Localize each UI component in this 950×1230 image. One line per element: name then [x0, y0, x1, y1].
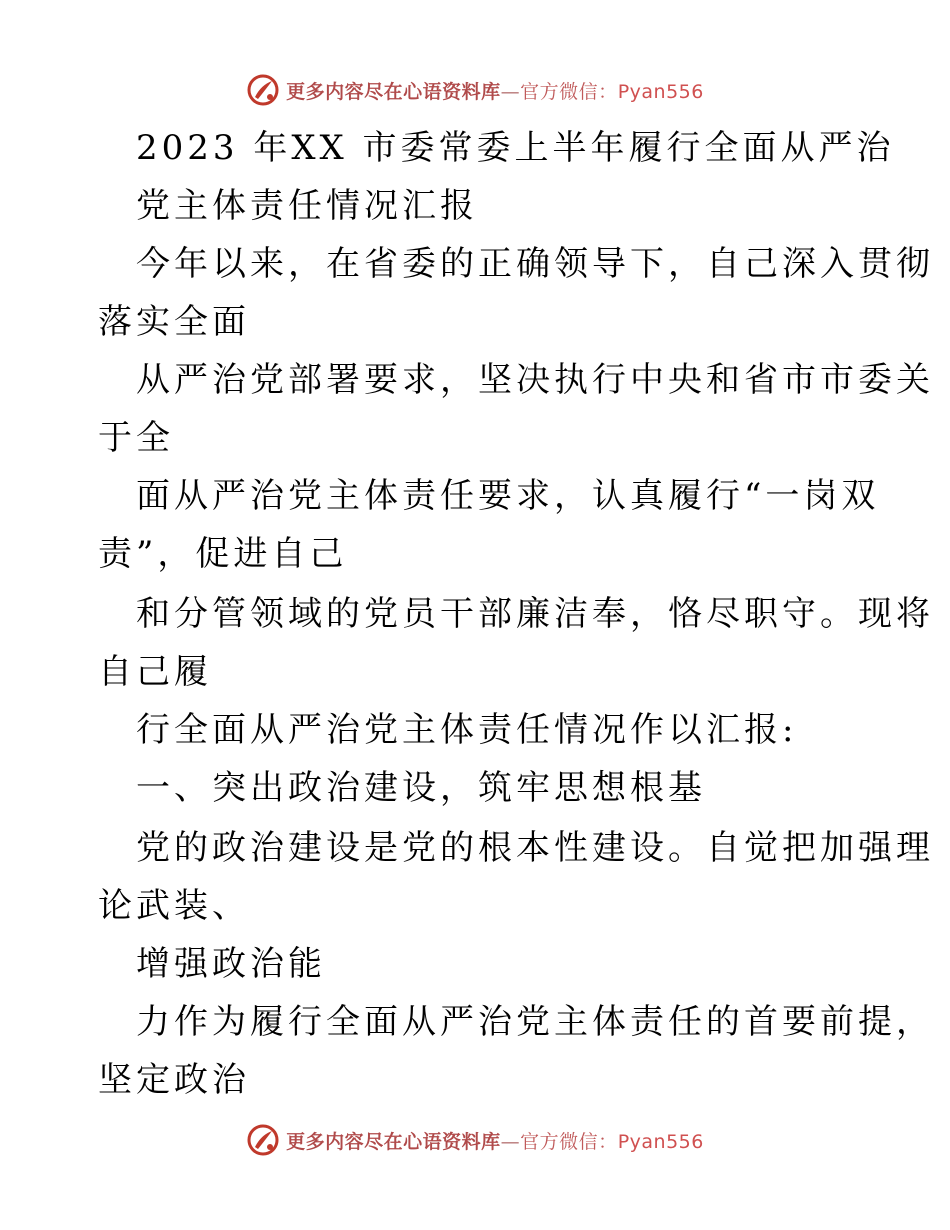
banner-separator: — — [500, 1130, 521, 1153]
banner-wechat-label: 官方微信： — [520, 1130, 618, 1153]
paragraph-line: 坚定政治 — [98, 1060, 250, 1100]
banner-text — [286, 1127, 704, 1154]
paragraph-line: 今年以来，在省委的正确领导下，自己深入贯彻 — [136, 244, 934, 284]
paragraph-line: 自己履 — [98, 652, 212, 692]
paragraph-line: 和分管领域的党员干部廉洁奉，恪尽职守。现将 — [136, 594, 934, 634]
document-title-line-2: 党主体责任情况汇报 — [136, 186, 478, 226]
paragraph-line: 力作为履行全面从严治党主体责任的首要前提， — [136, 1002, 934, 1042]
brush-logo-icon — [246, 1123, 280, 1157]
paragraph-line: 责”，促进自己 — [98, 534, 348, 574]
paragraph-line: 增强政治能 — [136, 944, 326, 984]
banner-wechat-id: Pyan556 — [617, 80, 704, 103]
banner-text — [286, 77, 704, 104]
paragraph-line: 落实全面 — [98, 302, 250, 342]
section-heading: 一、突出政治建设，筑牢思想根基 — [136, 768, 706, 808]
paragraph-line: 党的政治建设是党的根本性建设。自觉把加强理 — [136, 828, 934, 868]
document-title-line-1: 2023 年XX 市委常委上半年履行全面从严治 — [136, 128, 895, 168]
paragraph-line: 行全面从严治党主体责任情况作以汇报: — [136, 710, 798, 750]
banner-main-text: 更多内容尽在心语资料库 — [286, 80, 501, 103]
footer-banner — [0, 1120, 950, 1160]
banner-separator: — — [500, 80, 521, 103]
paragraph-line: 论武装、 — [98, 886, 250, 926]
banner-main-text: 更多内容尽在心语资料库 — [286, 1130, 501, 1153]
brush-logo-icon — [246, 73, 280, 107]
paragraph-line: 从严治党部署要求，坚决执行中央和省市市委关 — [136, 360, 934, 400]
banner-wechat-id: Pyan556 — [617, 1130, 704, 1153]
paragraph-line: 面从严治党主体责任要求，认真履行“一岗双 — [136, 476, 880, 516]
paragraph-line: 于全 — [98, 418, 174, 458]
header-banner — [0, 70, 950, 110]
banner-wechat-label: 官方微信： — [520, 80, 618, 103]
